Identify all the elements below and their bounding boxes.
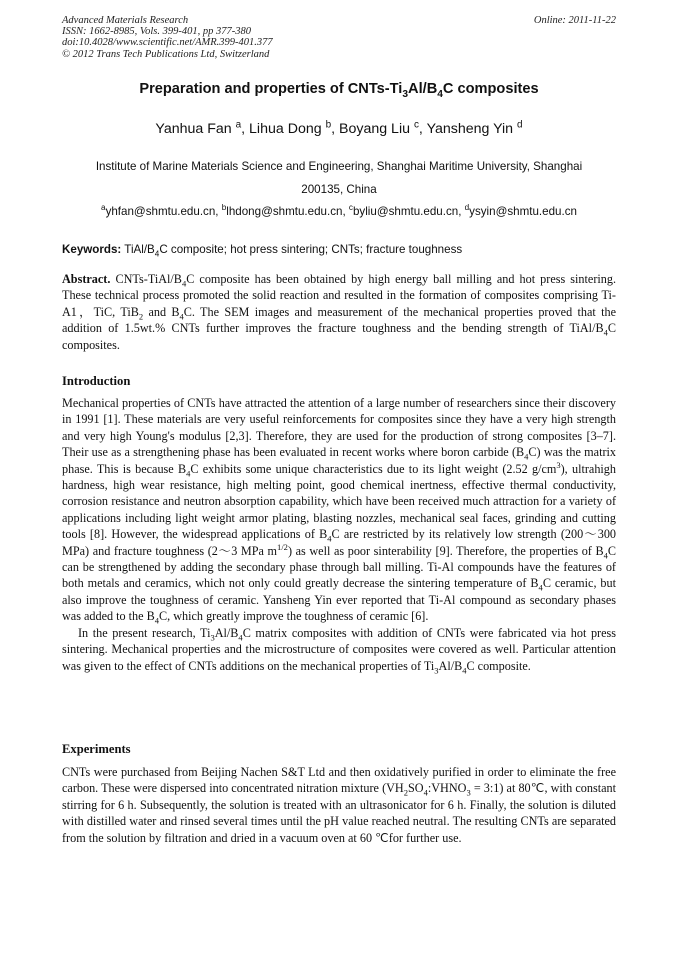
online-date: Online: 2011-11-22 bbox=[533, 15, 616, 26]
paragraph: In the present research, $Ti_3Al/B_4C$ matrix composites with addition of CNTs were fabricated via hot press sintering. Mechanical properties and the microstructure of composites were covered as well. Particular attention was given to the effect of CNTs additions on the mechanical properties of $Ti_3Al/B_4C$ composite. bbox=[62, 625, 616, 675]
author-name: Yanhua Fan bbox=[155, 121, 232, 137]
author-name: Lihua Dong bbox=[249, 121, 322, 137]
keywords-label: Keywords: bbox=[62, 243, 122, 256]
author-name: Boyang Liu bbox=[339, 121, 410, 137]
abstract: Abstract. CNTs-$TiAl/B_4C$ composite has been obtained by high energy ball milling and hot press sintering. These technical process promoted the solid reaction and resulted in the formation of composites comprising Ti-A1，TiC, TiB$_2$ and $B_4C$. The SEM images and measurement of the mechanical properties proved that the addition of 1.5wt.% CNTs further improves the fracture toughness and the bending strength of TiAl/$B_4C$ composites. bbox=[62, 272, 617, 352]
introduction-body bbox=[62, 395, 616, 674]
affiliation-line-1: Institute of Marine Materials Science and Engineering, Shanghai Maritime University, Shanghai bbox=[95, 160, 583, 173]
affiliation bbox=[62, 155, 616, 201]
author-mark: b bbox=[325, 119, 332, 131]
email-link[interactable]: byliu@shmtu.edu.cn bbox=[352, 205, 459, 218]
journal-name: Advanced Materials Research bbox=[62, 15, 189, 26]
journal-header bbox=[62, 15, 616, 60]
issn-line: ISSN: 1662-8985, Vols. 399-401, pp 377-380 bbox=[62, 26, 251, 38]
author-name: Yansheng Yin bbox=[426, 121, 514, 137]
experiments-body: CNTs were purchased from Beijing Nachen S&T Ltd and then oxidatively purified in order to eliminate the free carbon. These were dispersed into concentrated nitration mixture ($VH_2SO_4:VHNO_3$ = 3:1) at 80℃, with constant stirring for 6 h. Subsequently, the solution is treated with an ultrasonicator for 6 h. Finally, the solution is diluted with distilled water and rinsed several times until the pH value reached neutral. The resulting CNTs are separated from the solution by filtration and dried in a vacuum oven at 60 ℃for further use. bbox=[62, 765, 616, 845]
email-link[interactable]: lhdong@shmtu.edu.cn bbox=[226, 205, 343, 218]
doi-line[interactable]: doi:10.4028/www.scientific.net/AMR.399-401.377 bbox=[62, 37, 273, 49]
section-heading-introduction: Introduction bbox=[62, 374, 131, 388]
abstract-label: Abstract. bbox=[62, 272, 111, 286]
author-mark: d bbox=[517, 119, 523, 131]
paper-title: Preparation and properties of CNTs-$Ti_3Al/B_4C$ composites bbox=[139, 81, 539, 100]
author-mark: a bbox=[235, 119, 242, 131]
affiliation-line-2: 200135, China bbox=[301, 183, 377, 196]
author-mark: c bbox=[413, 119, 419, 131]
author-list: Yanhua Fan $^a$, Lihua Dong $^b$, Boyang Liu $^c$, Yansheng Yin $^d$ bbox=[155, 119, 523, 137]
email-link[interactable]: yhfan@shmtu.edu.cn bbox=[105, 205, 216, 218]
section-heading-experiments: Experiments bbox=[62, 742, 131, 756]
email-link[interactable]: ysyin@shmtu.edu.cn bbox=[469, 205, 577, 218]
paragraph: Mechanical properties of CNTs have attracted the attention of a large number of researchers since their discovery in 1991 [1]. These materials are very useful reinforcements for composites since they have a very high strength and very high Young's modulus [2,3]. Therefore, they are used for the production of strong composites [3–7]. Their use as a strengthening phase has been evaluated in recent works where boron carbide $(B_4C)$ was the matrix phase. This is because $B_4C$ exhibits some unique characteristics due to its light weight (2.52 $g/cm^3$), ultrahigh hardness, high wear resistance, high melting point, good chemical inertness, effective thermal conductivity, corrosion resistance and neutron absorption capability, which have been received much attraction for a variety of applications including light weight armor plating, blasting nozzles, mechanical seal faces, grinding and cutting tools [8]. However, the widespread applications of $B_4C$ are restricted by its relatively low strength (200～300 MPa) and fracture toughness (2～3 MPa $m^{1/2}$) as well as poor sinterability [9]. Therefore, the properties of $B_4C$ can be strengthened by adding the secondary phase through ball milling. Ti-Al compounds have the features of both metals and ceramics, which not only could greatly decrease the sintering temperature of $B_4C$ ceramic, but also improve the toughness of ceramic. Yansheng Yin ever reported that Ti-Al compound as secondary phases was added to the $B_4C$, which greatly improve the toughness of ceramic [6]. bbox=[62, 396, 617, 626]
email-list: $^a$yhfan@shmtu.edu.cn, $^b$lhdong@shmtu.edu.cn, $^c$byliu@shmtu.edu.cn, $^d$ysyin@shmtu.edu.cn bbox=[101, 203, 577, 218]
copyright-line: © 2012 Trans Tech Publications Ltd, Switzerland bbox=[62, 48, 270, 60]
keywords: Keywords: TiAl/$B_4C$ composite; hot press sintering; CNTs; fracture toughness bbox=[62, 243, 463, 259]
